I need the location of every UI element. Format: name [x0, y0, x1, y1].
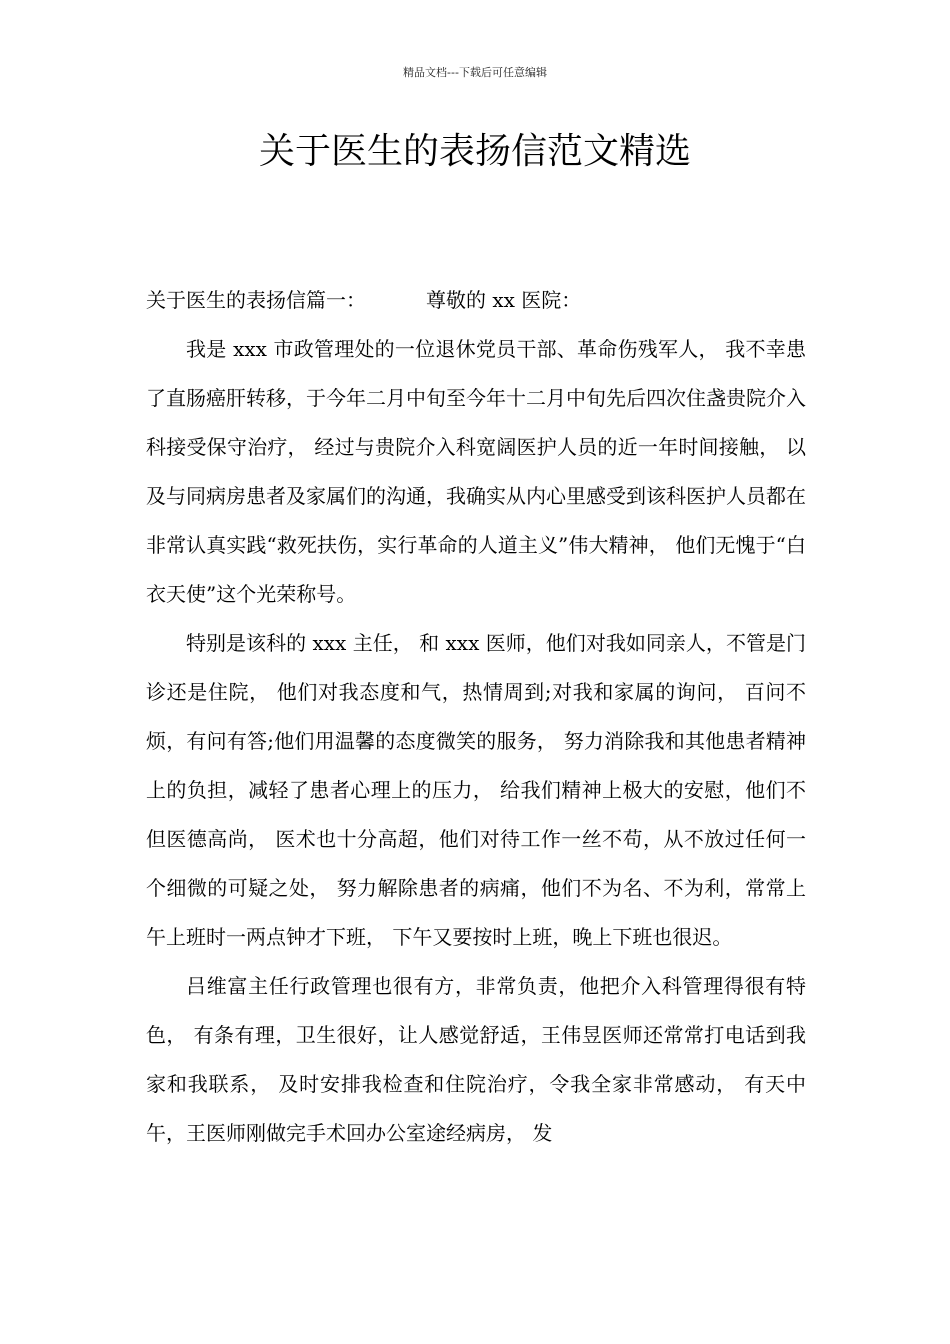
intro-heading: 关于医生的表扬信篇一： — [146, 288, 366, 312]
salutation: 尊敬的 xx 医院： — [426, 288, 582, 312]
intro-line — [146, 276, 806, 325]
document-body — [146, 276, 806, 1158]
paragraph-1: 我是 xxx 市政管理处的一位退休党员干部、革命伤残军人， 我不幸患了直肠癌肝转移，于今年二月中旬至今年十二月中旬先后四次住盏贵院介入科接受保守治疗， 经过与贵院介入科宽阔医护人员的近一年时间接触， 以及与同病房患者及家属们的沟通，我确实从内心里感受到该科医护人员都在非常认真实践“救死扶伤，实行革命的人道主义”伟大精神， 他们无愧于“白衣天使”这个光荣称号。 — [146, 337, 806, 606]
document-title: 关于医生的表扬信范文精选 — [258, 131, 691, 172]
header-note: 精品文档---下载后可任意编辑 — [403, 66, 547, 79]
paragraph-3: 吕维富主任行政管理也很有方，非常负责，他把介入科管理得很有特色， 有条有理，卫生很好，让人感觉舒适，王伟昱医师还常常打电话到我家和我联系， 及时安排我检查和住院治疗，令我全家非常感动， 有天中午，王医师刚做完手术回办公室途经病房， 发 — [146, 974, 806, 1145]
paragraph-2: 特别是该科的 xxx 主任， 和 xxx 医师，他们对我如同亲人，不管是门诊还是住院， 他们对我态度和气，热情周到;对我和家属的询问， 百问不烦，有问有答;他们用温馨的态度微笑的服务， 努力消除我和其他患者精神上的负担，减轻了患者心理上的压力， 给我们精神上极大的安慰，他们不但医德高尚， 医术也十分高超，他们对待工作一丝不苟，从不放过任何一个细微的可疑之处， 努力解除患者的病痛，他们不为名、不为利，常常上午上班时一两点钟才下班， 下午又要按时上班，晚上下班也很迟。 — [146, 631, 806, 949]
